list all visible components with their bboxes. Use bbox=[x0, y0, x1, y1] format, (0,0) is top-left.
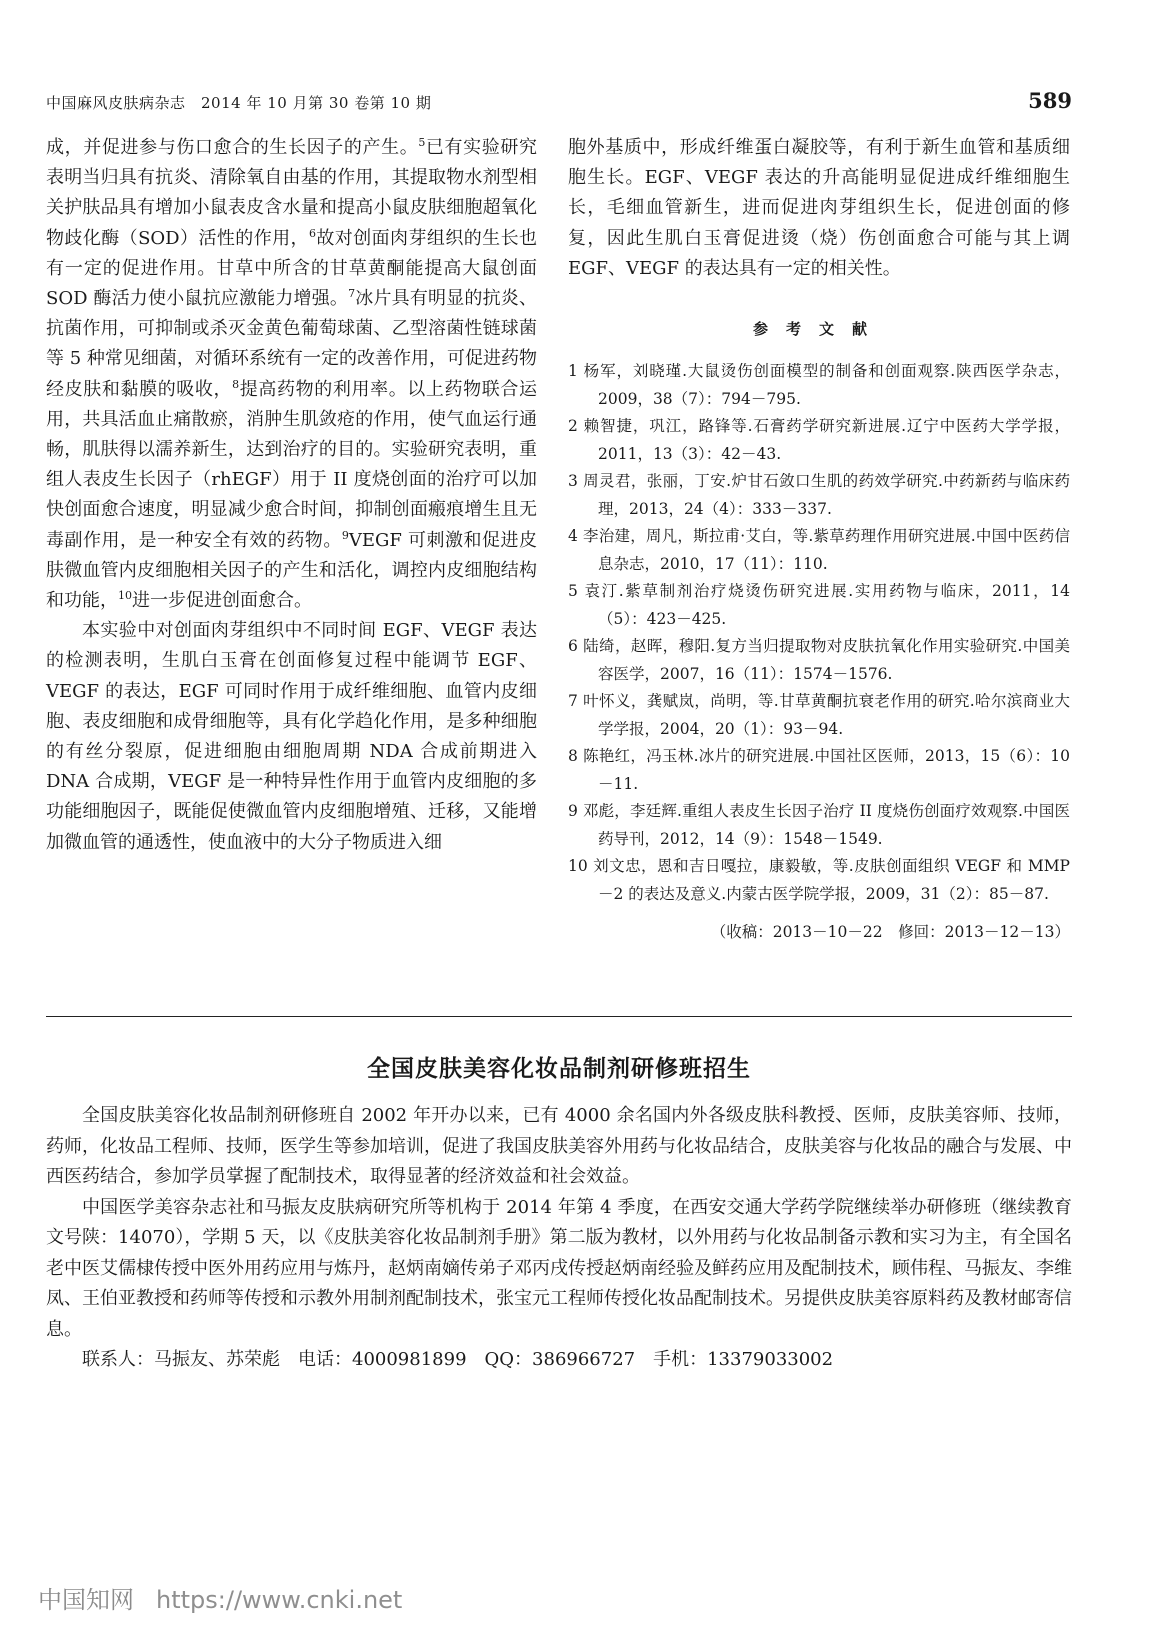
cnki-watermark bbox=[38, 1580, 402, 1615]
citation: 8 bbox=[232, 377, 240, 391]
section-divider bbox=[46, 1016, 1072, 1017]
right-paragraph-1: 胞外基质中，形成纤维蛋白凝胶等，有利于新生血管和基质细胞生长。EGF、VEGF 表达的升高能明显促进成纤维细胞生长，毛细血管新生，进而促进肉芽组织生长，促进创面的修复，因此生肌白玉膏促进烫（烧）伤创面愈合可能与其上调 EGF、VEGF 的表达具有一定的相关性。 bbox=[568, 137, 1070, 279]
references-heading: 参考文献 bbox=[752, 320, 885, 339]
reference-item: 5 袁汀.紫草制剂治疗烧烫伤研究进展.实用药物与临床，2011，14（5）：423－425. bbox=[568, 582, 1070, 628]
citation: 10 bbox=[118, 589, 132, 603]
reference-item: 7 叶怀义，龚赋岚，尚明，等.甘草黄酮抗衰老作用的研究.哈尔滨商业大学学报，2004，20（1）：93－94. bbox=[568, 692, 1070, 738]
reference-list bbox=[568, 358, 1070, 908]
citation: 7 bbox=[348, 287, 356, 301]
notice-paragraph-2: 中国医学美容杂志社和马振友皮肤病研究所等机构于 2014 年第 4 季度，在西安交通大学药学院继续举办研修班（继续教育文号陕：14070），学期 5 天，以《皮肤美容化妆品制剂手册》第二版为教材，以外用药与化妆品制备示教和实习为主，有全国名老中医艾儒棣传授中医外用药应用与炼丹，赵炳南嫡传弟子邓丙戌传授赵炳南经验及鲜药应用及配制技术，顾伟程、马振友、李维凤、王伯亚教授和药师等传授和示教外用制剂配制技术，张宝元工程师传授化妆品配制技术。另提供皮肤美容原料药及教材邮寄信息。 bbox=[46, 1196, 1072, 1340]
reference-item: 10 刘文忠，恩和吉日嘎拉，康毅敏，等.皮肤创面组织 VEGF 和 MMP－2 的表达及意义.内蒙古医学院学报，2009，31（2）：85－87. bbox=[568, 857, 1070, 903]
enrollment-notice bbox=[46, 1050, 1072, 1376]
reference-item: 8 陈艳红，冯玉林.冰片的研究进展.中国社区医师，2013，15（6）：10－11. bbox=[568, 747, 1070, 793]
received-dates: （收稿：2013－10－22 修回：2013－12－13） bbox=[710, 923, 1070, 942]
page-number: 589 bbox=[1028, 88, 1072, 113]
reference-item: 6 陆绮，赵晖，穆阳.复方当归提取物对皮肤抗氧化作用实验研究.中国美容医学，2007，16（11）：1574－1576. bbox=[568, 637, 1070, 683]
left-paragraph-2: 本实验中对创面肉芽组织中不同时间 EGF、VEGF 表达的检测表明，生肌白玉膏在创面修复过程中能调节 EGF、VEGF 的表达，EGF 可同时作用于成纤维细胞、血管内皮细胞、表皮细胞和成骨细胞等，具有化学趋化作用，是多种细胞的有丝分裂原，促进细胞由细胞周期 NDA 合成前期进入 DNA 合成期，VEGF 是一种特异性作用于血管内皮细胞的多功能细胞因子，既能促使微血管内皮细胞增殖、迁移，又能增加微血管的通透性，使血液中的大分子物质进入细 bbox=[46, 620, 537, 853]
left-column bbox=[46, 133, 537, 858]
notice-title: 全国皮肤美容化妆品制剂研修班招生 bbox=[367, 1056, 751, 1082]
reference-item: 9 邓彪，李廷辉.重组人表皮生长因子治疗 II 度烧伤创面疗效观察.中国医药导刊，2012，14（9）：1548－1549. bbox=[568, 802, 1070, 848]
cnki-logo-text: 中国知网 bbox=[38, 1586, 134, 1614]
reference-item: 1 杨军，刘晓瑾.大鼠烫伤创面模型的制备和创面观察.陕西医学杂志，2009，38（7）：794－795. bbox=[568, 362, 1070, 408]
journal-info: 中国麻风皮肤病杂志 2014 年 10 月第 30 卷第 10 期 bbox=[46, 94, 432, 112]
citation: 6 bbox=[308, 226, 316, 240]
notice-paragraph-1: 全国皮肤美容化妆品制剂研修班自 2002 年开办以来，已有 4000 余名国内外各级皮肤科教授、医师，皮肤美容师、技师，药师，化妆品工程师、技师，医学生等参加培训，促进了我国皮肤美容外用药与化妆品结合，皮肤美容与化妆品的融合与发展、中西医药结合，参加学员掌握了配制技术，取得显著的经济效益和社会效益。 bbox=[46, 1105, 1072, 1187]
notice-contact: 联系人：马振友、苏荣彪 电话：4000981899 QQ：386966727 手机：13379033002 bbox=[82, 1349, 834, 1370]
reference-item: 2 赖智捷，巩江，路锋等.石膏药学研究新进展.辽宁中医药大学学报，2011，13（3）：42－43. bbox=[568, 417, 1070, 463]
citation: 5 bbox=[418, 136, 426, 149]
left-paragraph-1: 成，并促进参与伤口愈合的生长因子的产生。$^5$已有实验研究表明当归具有抗炎、清除氧自由基的作用，其提取物水剂型相关护肤品具有增加小鼠表皮含水量和提高小鼠皮肤细胞超氧化物歧化酶（SOD）活性的作用，$^6$故对创面肉芽组织的生长也有一定的促进作用。甘草中所含的甘草黄酮能提高大鼠创面 SOD 酶活力使小鼠抗应激能力增强。$^7$冰片具有明显的抗炎、抗菌作用，可抑制或杀灭金黄色葡萄球菌、乙型溶菌性链球菌等 5 种常见细菌，对循环系统有一定的改善作用，可促进药物经皮肤和黏膜的吸收，$^8$提高药物的利用率。以上药物联合运用，共具活血止痛散瘀，消肿生肌敛疮的作用，使气血运行通畅，肌肤得以濡养新生，达到治疗的目的。实验研究表明，重组人表皮生长因子（rhEGF）用于 II 度烧创面的治疗可以加快创面愈合速度，明显减少愈合时间，抑制创面瘢痕增生且无毒副作用，是一种安全有效的药物。$^9$VEGF 可刺激和促进皮肤微血管内皮细胞相关因子的产生和活化，调控内皮细胞结构和功能，$^{10}$进一步促进创面愈合。 bbox=[46, 136, 538, 612]
cnki-url: https://www.cnki.net bbox=[156, 1586, 403, 1614]
reference-item: 4 李治建，周凡，斯拉甫·艾白，等.紫草药理作用研究进展.中国中医药信息杂志，2010，17（11）：110. bbox=[568, 527, 1070, 573]
citation: 9 bbox=[341, 528, 349, 542]
right-column bbox=[568, 133, 1070, 946]
running-header bbox=[46, 88, 1072, 118]
reference-item: 3 周灵君，张丽，丁安.炉甘石敛口生肌的药效学研究.中药新药与临床药理，2013，24（4）：333－337. bbox=[568, 472, 1070, 518]
